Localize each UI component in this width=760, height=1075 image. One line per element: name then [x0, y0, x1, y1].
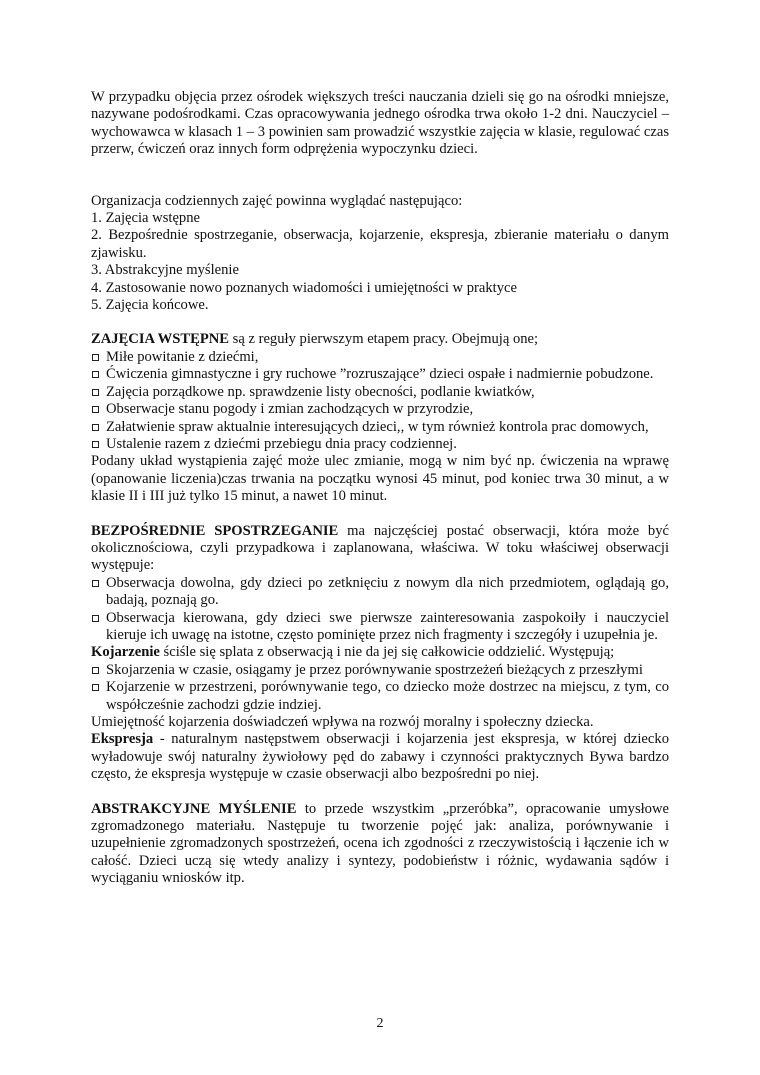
checkbox-bullet-icon: [92, 406, 99, 413]
checkbox-bullet-icon: [92, 580, 99, 587]
kojarzenie-lead: Kojarzenie ściśle się splata z obserwacją i nie da jej się całkowicie oddzielić. Występują;: [91, 644, 615, 661]
bullet-item: Zajęcia porządkowe np. sprawdzenie listy obecności, podlanie kwiatków,: [91, 384, 669, 401]
organization-item: 5. Zajęcia końcowe.: [91, 297, 209, 314]
organization-item: 3. Abstrakcyjne myślenie: [91, 262, 239, 279]
checkbox-bullet-icon: [92, 684, 99, 691]
organization-item: 4. Zastosowanie nowo poznanych wiadomości i umiejętności w praktyce: [91, 279, 517, 296]
checkbox-bullet-icon: [92, 371, 99, 378]
zajecia-lead: ZAJĘCIA WSTĘPNE są z reguły pierwszym etapem pracy. Obejmują one;: [91, 331, 539, 348]
bullet-item: Skojarzenia w czasie, osiągamy je przez porównywanie spostrzeżeń bieżących z przeszłymi: [91, 662, 669, 679]
ekspresja-term: Ekspresja: [91, 731, 154, 748]
kojarzenie-term: Kojarzenie: [91, 644, 160, 661]
bullet-item: Miłe powitanie z dziećmi,: [91, 349, 669, 366]
page-number: 2: [376, 1016, 384, 1031]
abstrakcyjne-term: ABSTRAKCYJNE MYŚLENIE: [91, 800, 297, 817]
bullet-item: Załatwienie spraw aktualnie interesujących dzieci,, w tym również kontrola prac domowych,: [91, 419, 669, 436]
bullet-item: Kojarzenie w przestrzeni, porównywanie tego, co dziecko może dostrzec na miejscu, z tym, co współcześnie zachodzi gdzie indziej.: [91, 679, 669, 714]
intro-paragraph: W przypadku objęcia przez ośrodek większych treści nauczania dzieli się go na ośrodki mniejsze, nazywane podośrodkami. Czas opracowywania jednego ośrodka trwa około 1-2 dni. Nauczyciel – wychowawca w klasach 1 – 3 powinien sam prowadzić wszystkie zajęcia w klasie, regulować czas przerw, ćwiczeń oraz innych form odprężenia wypoczynku dzieci.: [91, 89, 669, 158]
zajecia-term: ZAJĘCIA WSTĘPNE: [91, 331, 230, 348]
checkbox-bullet-icon: [92, 389, 99, 396]
checkbox-bullet-icon: [92, 615, 99, 622]
checkbox-bullet-icon: [92, 354, 99, 361]
bullet-item: Obserwacje stanu pogody i zmian zachodzących w przyrodzie,: [91, 401, 669, 418]
bezposrednie-lead: BEZPOŚREDNIE SPOSTRZEGANIE ma najczęściej postać obserwacji, która może być okolicznościowa, czyli przypadkowa i zaplanowana, właściwa. W toku właściwej obserwacji występuje:: [91, 522, 669, 574]
bullet-item: Ćwiczenia gimnastyczne i gry ruchowe ”rozruszające” dzieci ospałe i nadmiernie pobudzone.: [91, 366, 669, 383]
ekspresja-paragraph: Ekspresja - naturalnym następstwem obserwacji i kojarzenia jest ekspresja, w której dziecko wyładowuje swój naturalny żywiołowy pęd do zabawy i czynności praktycznych Bywa bardzo często, że ekspresja występuje w czasie obserwacji albo bezpośredni po niej.: [91, 731, 669, 783]
checkbox-bullet-icon: [92, 667, 99, 674]
abstrakcyjne-paragraph: ABSTRAKCYJNE MYŚLENIE to przede wszystkim „przeróbka”, opracowanie umysłowe zgromadzonego materiału. Następuje tu tworzenie pojęć jak: analiza, porównywanie i uzupełnienie zgromadzonych spostrzeżeń, ocena ich zgodności z rzeczywistością i łączenie ich w całość. Dzieci uczą się wtedy analizy i syntezy, podobieństw i różnic, wydawania sądów i wyciąganiu wniosków itp.: [91, 800, 669, 887]
checkbox-bullet-icon: [92, 424, 99, 431]
bezposrednie-term: BEZPOŚREDNIE SPOSTRZEGANIE: [91, 522, 339, 539]
organization-heading: Organizacja codziennych zajęć powinna wyglądać następująco:: [91, 192, 463, 209]
bullet-item: Ustalenie razem z dziećmi przebiegu dnia pracy codziennej.: [91, 436, 669, 453]
kojarzenie-after: Umiejętność kojarzenia doświadczeń wpływa na rozwój moralny i społeczny dziecka.: [91, 714, 594, 730]
organization-item: 1. Zajęcia wstępne: [91, 210, 200, 227]
document-body: [91, 89, 669, 888]
bullet-item: Obserwacja kierowana, gdy dzieci swe pierwsze zainteresowania zaspokoiły i nauczyciel kieruje ich uwagę na istotne, często pominięte przez nich fragmenty i szczegóły i uzupełnia je.: [91, 610, 669, 645]
organization-item: 2. Bezpośrednie spostrzeganie, obserwacja, kojarzenie, ekspresja, zbieranie materiału o danym zjawisku.: [91, 227, 669, 261]
checkbox-bullet-icon: [92, 441, 99, 448]
zajecia-after: Podany układ wystąpienia zajęć może ulec zmianie, mogą w nim być np. ćwiczenia na wprawę (opanowanie liczenia)czas trwania na początku wynosi 45 minut, pod koniec trwa 30 minut, a w klasie II i III już tylko 15 minut, a nawet 10 minut.: [91, 453, 669, 505]
bullet-item: Obserwacja dowolna, gdy dzieci po zetknięciu z nowym dla nich przedmiotem, oglądają go, badają, poznają go.: [91, 575, 669, 610]
